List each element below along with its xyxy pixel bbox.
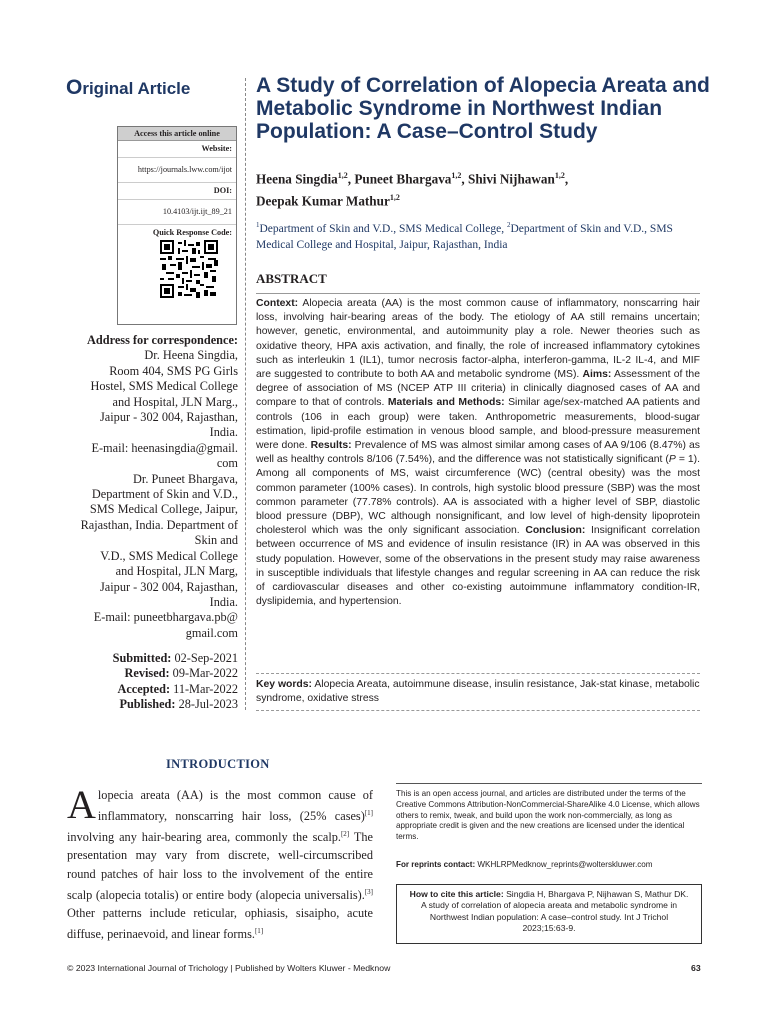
footer-copyright: © 2023 International Journal of Trichology | Published by Wolters Kluwer - Medknow (67, 963, 391, 973)
affiliations: $^1$Department of Skin and V.D., SMS Medical College, $^2$Department of Skin and V.D., SMS Medical College and Hospital, Jaipur, Rajasthan, India (256, 221, 673, 251)
website-link[interactable]: https://journals.lww.com/ijot (137, 165, 232, 174)
article-title: A Study of Correlation of Alopecia Areata and Metabolic Syndrome in Northwest Indian Population: A Case–Control Study (256, 74, 710, 143)
abstract-heading: ABSTRACT (256, 271, 327, 286)
keywords-divider (256, 673, 700, 674)
page-number: 63 (691, 963, 701, 973)
citation-ref[interactable]: [1] (364, 809, 373, 818)
author-name: Shivi Nijhawan (467, 171, 555, 187)
author-name: Puneet Bhargava (354, 171, 452, 187)
introduction-body: Alopecia areata (AA) is the most common cause of inflammatory, nonscarring hair loss, (25% cases)[1] involving any hair-bearing area, commonly the scalp.[2] The presentation may vary from discrete, well-circumscribed round patches of hair loss to the involvement of the entire scalp (alopecia totalis) or entire body (alopecia universalis).[3] Other patterns include reticular, ophiasis, sisaipho, acute diffuse, perinaevoid, and linear forms.[1] (67, 782, 373, 942)
column-divider (245, 78, 246, 710)
drop-cap: A (67, 782, 96, 827)
citation-ref[interactable]: [2] (340, 830, 350, 839)
reprints-email[interactable]: WKHLRPMedknow_reprints@wolterskluwer.com (475, 860, 653, 869)
reprints-contact: For reprints contact: WKHLRPMedknow_reprints@wolterskluwer.com (396, 860, 653, 869)
email-link[interactable]: E-mail: heenasingdia@gmail. (91, 440, 238, 455)
citation-ref[interactable]: [1] (254, 926, 264, 935)
keywords-divider-bottom (256, 710, 700, 711)
how-to-cite-box: How to cite this article: Singdia H, Bhargava P, Nijhawan S, Mathur DK. A study of correlation of alopecia areata and metabolic syndrome in Northwest Indian population: A case–control study. Int J Trichol 2023;15:63-9. (396, 884, 702, 944)
abstract-divider (256, 293, 700, 294)
open-access-notice: This is an open access journal, and articles are distributed under the terms of the Creative Commons Attribution-NonCommercial-ShareAlike 4.0 License, which allows others to remix, tweak, and build upon the work non-commercially, as long as appropriate credit is given and the new creations are licensed under the identical terms. (396, 789, 700, 842)
doi-link[interactable]: 10.4103/ijt.ijt_89_21 (162, 207, 232, 216)
license-divider (396, 783, 702, 784)
abstract-body: Context: Alopecia areata (AA) is the most common cause of inflammatory, nonscarring hair loss, involving hair-bearing areas of the body. The etiology of AA still remains uncertain; however, genetic, environmental, and autoimmunity play a role. Newer theories such as oxidative theory, HPA axis activation, and finally, the role of increased inflammatory cytokines such as interleukin 1 (IL1), tumor necrosis factor-alpha, interferon-gamma, IL-2 IL-4, and MIF are suggested to contribute to both AA and metabolic syndrome (MS). Aims: Assessment of the degree of association of MS (NCEP ATP III criteria) in clinically diagnosed cases of AA and compare to that of controls. Materials and Methods: Similar age/sex-matched AA patients and controls (106 in each group) were taken. Anthropometric measurements, blood-sugar estimation, lipid-profile estimation in venous blood sample, and blood-pressure measurement were done. Results: Prevalence of MS was almost similar among cases of AA 9/106 (8.47%) as well as healthy controls 8/106 (7.54%), and the difference was not statistically significant (P = 1). Among all components of MS, waist circumference (WC) (central obesity) was the most common parameter (100% cases). In controls, high systolic blood pressure (SBP) was the most common parameter (77.78% controls). AA is associated with a higher level of SBP, diastolic blood pressure (DBP), WC although nonsignificant, and low level of high-density lipoprotein cholesterol which was the only significant association. Conclusion: Insignificant correlation between occurrence of MS and evidence of insulin resistance (IR) in AA was observed in this study population. However, some of the observations in the present study may raise awareness in susceptible individuals that lifestyle changes and regular screening in AA can reduce the risk of cardiovascular diseases and other co-existing autoimmune inflammatory condition-IR, dyslipidemia, and hypertension. (256, 298, 701, 608)
keywords: Key words: Alopecia Areata, autoimmune disease, insulin resistance, Jak-stat kinase, metabolic syndrome, oxidative stress (256, 679, 700, 704)
correspondence-heading: Address for correspondence: (87, 333, 238, 347)
author-name: Deepak Kumar Mathur (256, 193, 390, 209)
access-online-box (117, 126, 237, 325)
introduction-heading: INTRODUCTION (166, 757, 270, 771)
doi-label: DOI: (213, 186, 232, 195)
article-type-label: Original Article (66, 76, 191, 99)
author-name: Heena Singdia (256, 171, 338, 187)
qr-code-icon[interactable] (160, 240, 218, 298)
website-label: Website: (201, 144, 232, 153)
qr-label: Quick Response Code: (152, 228, 232, 237)
access-box-heading: Access this article online (118, 127, 236, 141)
correspondence-address: Address for correspondence: Dr. Heena Singdia, Room 404, SMS PG Girls Hostel, SMS Medical College and Hospital, JLN Marg., Jaipur - 302 004, Rajasthan, India. E-mail: heenasingdia@gmail. com Dr. Puneet Bhargava, Department of Skin and V.D., SMS Medical College, Jaipur, Rajasthan, India. Department of Skin and V.D., SMS Medical College and Hospital, JLN Marg, Jaipur - 302 004, Rajasthan, India. E-mail: puneetbhargava.pb@ gmail.com (60, 333, 238, 641)
citation-ref[interactable]: [3] (364, 887, 373, 896)
email-link[interactable]: E-mail: puneetbhargava.pb@ (93, 610, 238, 625)
author-list: Heena Singdia$^{1,2}$, Puneet Bhargava$^{1,2}$, Shivi Nijhawan$^{1,2}$, Deepak Kumar Mathur$^{1,2}$ (256, 171, 569, 209)
publication-dates: Submitted: 02-Sep-2021 Revised: 09-Mar-2022 Accepted: 11-Mar-2022 Published: 28-Jul-2023 (112, 651, 238, 712)
